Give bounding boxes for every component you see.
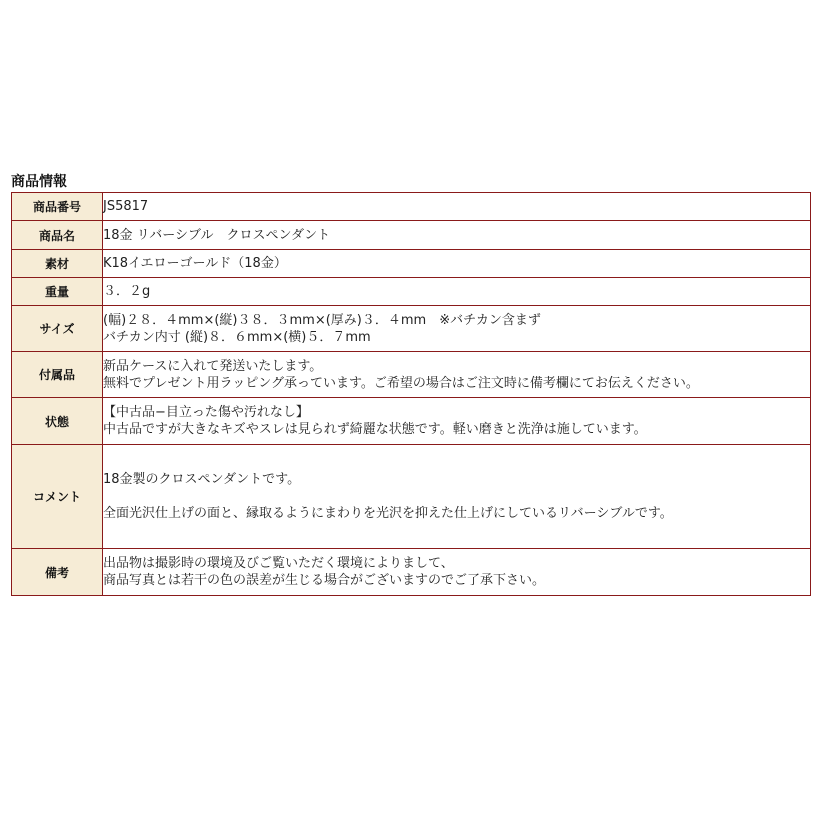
product-name-value: 18金 リバーシブル クロスペンダント — [103, 227, 331, 243]
material-value: K18イエローゴールド（18金） — [103, 256, 287, 271]
table-row-condition — [12, 398, 811, 445]
product-number-value: JS5817 — [103, 199, 149, 214]
table-row-accessories — [12, 352, 811, 398]
size-value-line-2: バチカン内寸 (縦)８．６mm×(横)５．７mm — [103, 329, 371, 345]
remarks-value-line-2: 商品写真とは若干の色の誤差が生じる場合がございますのでご了承下さい。 — [103, 573, 546, 588]
row-value — [103, 278, 811, 306]
row-label: 商品名 — [12, 221, 103, 250]
weight-value: ３．２g — [103, 284, 151, 299]
accessories-value-line-2: 無料でプレゼント用ラッピング承っています。ご希望の場合はご注文時に備考欄にてお伝えください。 — [103, 375, 699, 391]
table-row-material — [12, 250, 811, 278]
row-label: サイズ — [12, 306, 103, 352]
comment-value-line-1: 18金製のクロスペンダントです。 — [103, 472, 301, 487]
product-info-table — [11, 192, 811, 596]
section-title: 商品情報 — [11, 174, 67, 190]
row-value — [103, 549, 811, 596]
row-value — [103, 445, 811, 549]
table-row-product-name — [12, 221, 811, 250]
table-row-comment — [12, 445, 811, 549]
row-value — [103, 306, 811, 352]
table-row-remarks — [12, 549, 811, 596]
remarks-value-line-1: 出品物は撮影時の環境及びご覧いただく環境によりまして、 — [103, 556, 454, 571]
comment-value-line-2: 全面光沢仕上げの面と、縁取るようにまわりを光沢を抑えた仕上げにしているリバーシブルです。 — [103, 506, 673, 521]
row-label: 付属品 — [12, 352, 103, 398]
table-row-weight — [12, 278, 811, 306]
comment-spacer — [103, 488, 810, 505]
row-value — [103, 250, 811, 278]
row-value — [103, 221, 811, 250]
accessories-value-line-1: 新品ケースに入れて発送いたします。 — [103, 358, 323, 374]
row-label: 備考 — [12, 549, 103, 596]
size-value-line-1: (幅)２８．４mm×(縦)３８．３mm×(厚み)３．４mm ※バチカン含まず — [103, 312, 541, 328]
row-label: 素材 — [12, 250, 103, 278]
table-row-size — [12, 306, 811, 352]
condition-value-line-1: 【中古品−目立った傷や汚れなし】 — [103, 405, 309, 420]
row-value — [103, 398, 811, 445]
row-value — [103, 352, 811, 398]
row-label: コメント — [12, 445, 103, 549]
condition-value-line-2: 中古品ですが大きなキズやスレは見られず綺麗な状態です。軽い磨きと洗浄は施しています。 — [103, 422, 647, 437]
row-label: 重量 — [12, 278, 103, 306]
row-label: 商品番号 — [12, 193, 103, 221]
row-value — [103, 193, 811, 221]
table-row-product-number — [12, 193, 811, 221]
row-label: 状態 — [12, 398, 103, 445]
